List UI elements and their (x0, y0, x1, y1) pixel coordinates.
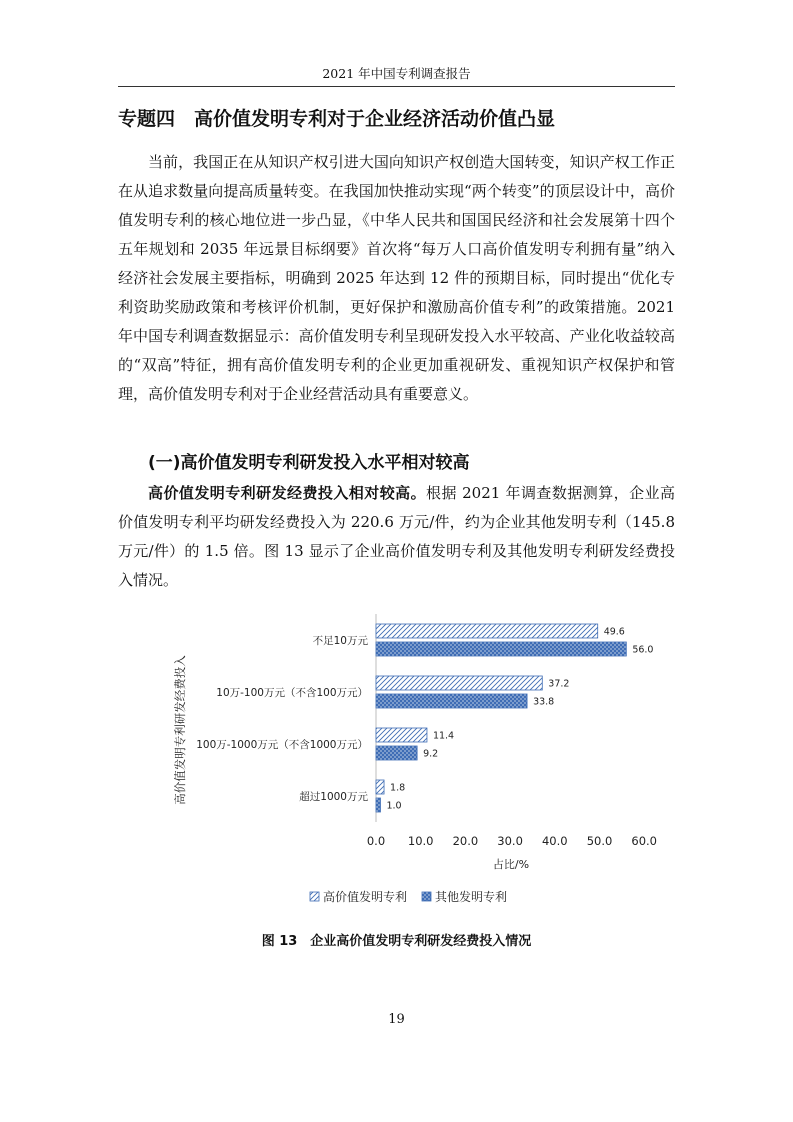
page-number: 19 (388, 1012, 405, 1027)
plot-area (196, 614, 657, 848)
intro-paragraph: 当前，我国正在从知识产权引进大国向知识产权创造大国转变，知识产权工作正在从追求数量向提高质量转变。在我国加快推动实现“两个转变”的顶层设计中，高价值发明专利的核心地位进一步凸显，《中华人民共和国国民经济和社会发展第十四个五年规划和 2035 年远景目标纲要》首次将“每万人口高价值发明专利拥有量”纳入经济社会发展主要指标，明确到 2025 年达到 12 件的预期目标，同时提出“优化专利资助奖励政策和考核评价机制，更好保护和激励高价值专利”的政策措施。2021 年中国专利调查数据显示：高价值发明专利呈现研发投入水平较高、产业化收益较高的“双高”特征，拥有高价值发明专利的企业更加重视研发、重视知识产权保护和管理，高价值发明专利对于企业经营活动具有重要意义。 (118, 153, 675, 403)
y-axis-title: 高价值发明专利研发经费投入 (173, 655, 187, 805)
section-title: 专题四 高价值发明专利对于企业经济活动价值凸显 (118, 108, 556, 130)
data-label: 9.2 (423, 748, 439, 760)
bar (376, 780, 384, 794)
header-divider (118, 86, 675, 87)
running-header: 2021 年中国专利调查报告 (322, 66, 471, 81)
x-tick-label: 60.0 (631, 834, 658, 848)
paragraph-rest: 根据 2021 年调查数据测算，企业高价值发明专利平均研发经费投入为 220.6 万元/件，约为企业其他发明专利（145.8 万元/件）的 1.5 倍。图 13 显示了企业高价值发明专利及其他发明专利研发经费投入情况。 (118, 484, 675, 589)
legend-label: 高价值发明专利 (323, 890, 408, 904)
chart-legend (310, 889, 507, 904)
x-axis-title: 占比/% (492, 858, 530, 871)
data-label: 1.0 (386, 800, 402, 812)
paragraph-lead: 高价值发明专利研发经费投入相对较高。 (148, 484, 427, 502)
data-label: 33.8 (533, 696, 555, 708)
category-label: 10万-100万元（不含100万元） (216, 687, 368, 699)
x-tick-label: 10.0 (407, 834, 434, 848)
category-label: 不足10万元 (312, 635, 368, 647)
category-label: 超过1000万元 (299, 791, 368, 803)
x-tick-label: 30.0 (497, 834, 523, 848)
x-tick-label: 20.0 (452, 834, 479, 848)
bar (376, 798, 380, 812)
bar (376, 694, 527, 708)
x-tick-label: 40.0 (541, 834, 568, 848)
data-label: 56.0 (632, 644, 654, 656)
bar (376, 624, 598, 638)
bar (376, 676, 542, 690)
bar (376, 746, 417, 760)
subsection-title: (一)高价值发明专利研发投入水平相对较高 (148, 453, 470, 473)
category-label: 100万-1000万元（不含1000万元） (196, 739, 368, 751)
data-label: 49.6 (603, 626, 625, 638)
legend-label: 其他发明专利 (435, 890, 508, 904)
bar (376, 728, 427, 742)
legend-swatch (422, 892, 431, 901)
legend-swatch (310, 892, 319, 901)
body-paragraph (118, 479, 675, 595)
x-tick-label: 50.0 (586, 834, 613, 848)
bar (376, 642, 626, 656)
figure-caption: 图 13 企业高价值发明专利研发经费投入情况 (261, 934, 532, 949)
data-label: 11.4 (432, 730, 455, 742)
data-label: 37.2 (548, 678, 570, 690)
x-tick-label: 0.0 (366, 834, 386, 848)
data-label: 1.8 (390, 782, 406, 794)
bar-chart (160, 610, 680, 920)
